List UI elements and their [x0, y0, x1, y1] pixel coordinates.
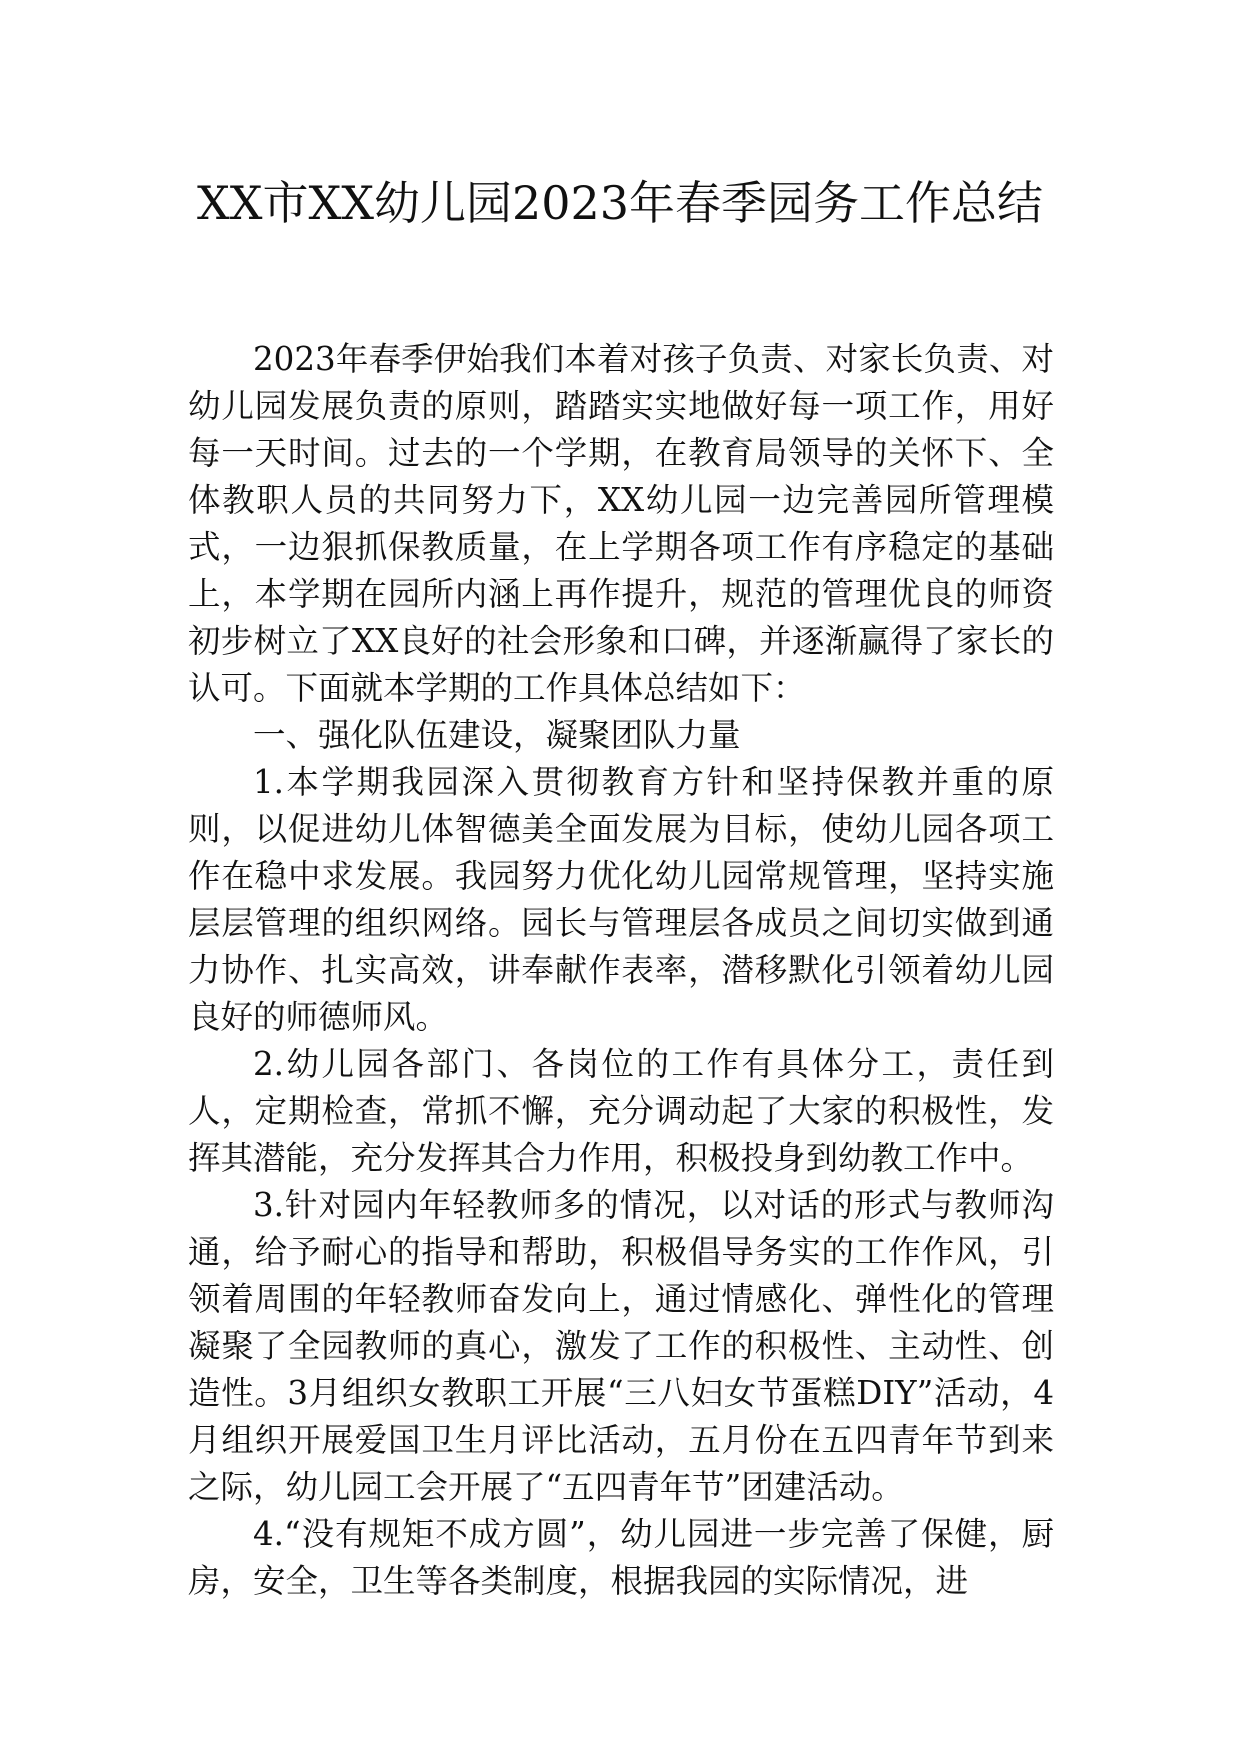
item-paragraph-4: 4.“没有规矩不成方圆”，幼儿园进一步完善了保健，厨房，安全，卫生等各类制度，根据我园的实际情况，进 — [188, 1515, 1054, 1600]
document-title: XX市XX幼儿园2023年春季园务工作总结 — [196, 176, 1044, 230]
document-body — [188, 336, 1054, 1605]
item-paragraph-1: 1.本学期我园深入贯彻教育方针和坚持保教并重的原则，以促进幼儿体智德美全面发展为目标，使幼儿园各项工作在稳中求发展。我园努力优化幼儿园常规管理，坚持实施层层管理的组织网络。园长与管理层各成员之间切实做到通力协作、扎实高效，讲奉献作表率，潜移默化引领着幼儿园良好的师德师风。 — [188, 763, 1054, 1036]
item-paragraph-3: 3.针对园内年轻教师多的情况，以对话的形式与教师沟通，给予耐心的指导和帮助，积极倡导务实的工作作风，引领着周围的年轻教师奋发向上，通过情感化、弹性化的管理凝聚了全园教师的真心，激发了工作的积极性、主动性、创造性。3月组织女教职工开展“三八妇女节蛋糕DIY”活动，4月组织开展爱国卫生月评比活动，五月份在五四青年节到来之际，幼儿园工会开展了“五四青年节”团建活动。 — [188, 1186, 1054, 1506]
intro-paragraph: 2023年春季伊始我们本着对孩子负责、对家长负责、对幼儿园发展负责的原则，踏踏实实地做好每一项工作，用好每一天时间。过去的一个学期，在教育局领导的关怀下、全体教职人员的共同努力下，XX幼儿园一边完善园所管理模式，一边狠抓保教质量，在上学期各项工作有序稳定的基础上，本学期在园所内涵上再作提升，规范的管理优良的师资初步树立了XX良好的社会形象和口碑，并逐渐赢得了家长的认可。下面就本学期的工作具体总结如下： — [188, 340, 1054, 707]
section-heading: 一、强化队伍建设，凝聚团队力量 — [253, 716, 741, 754]
item-paragraph-2: 2.幼儿园各部门、各岗位的工作有具体分工，责任到人，定期检查，常抓不懈，充分调动起了大家的积极性，发挥其潜能，充分发挥其合力作用，积极投身到幼教工作中。 — [188, 1045, 1054, 1177]
